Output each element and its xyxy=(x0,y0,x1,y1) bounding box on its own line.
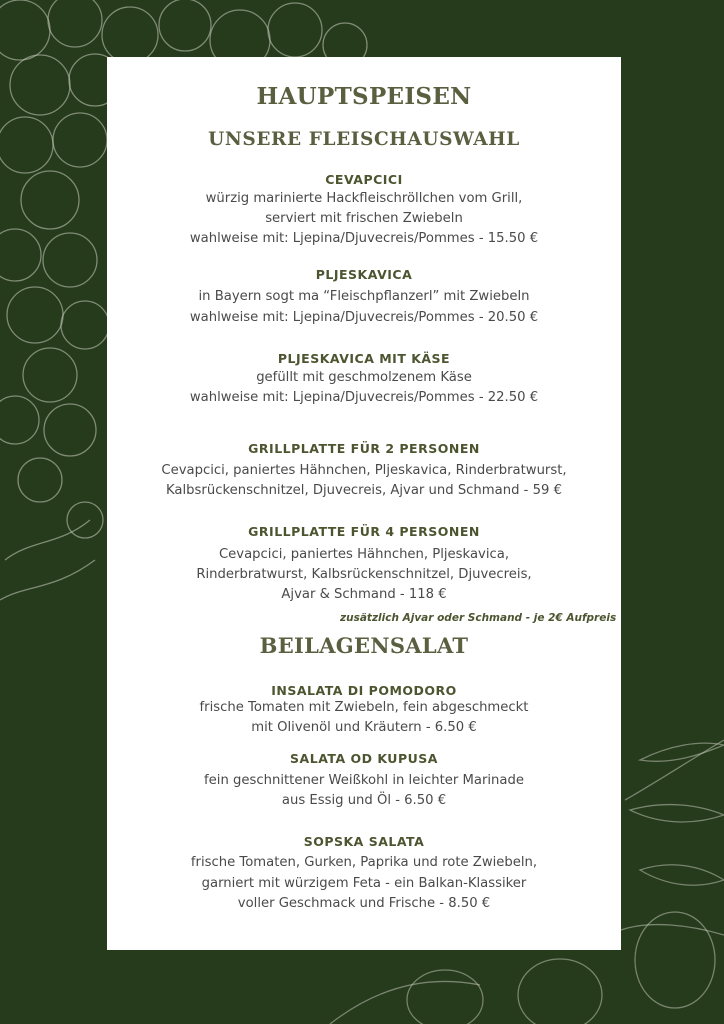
salad-name: SOPSKA SALATA xyxy=(303,834,425,849)
dish-price-line: wahlweise mit: Ljepina/Djuvecreis/Pommes - 20.50 € xyxy=(189,310,539,325)
salad-price-line: aus Essig und Öl - 6.50 € xyxy=(281,793,447,808)
salad-name: INSALATA DI POMODORO xyxy=(271,683,457,698)
dish-description: serviert mit frischen Zwiebeln xyxy=(265,211,463,226)
menu-title: HAUPTSPEISEN xyxy=(256,83,472,110)
salad-section-title: BEILAGENSALAT xyxy=(259,633,469,658)
dish-description: würzig marinierte Hackfleischröllchen vom Grill, xyxy=(205,191,523,206)
salad-description: garniert mit würzigem Feta - ein Balkan-Klassiker xyxy=(201,876,527,891)
dish-description: gefüllt mit geschmolzenem Käse xyxy=(256,370,472,385)
dish-description: Cevapcici, paniertes Hähnchen, Pljeskavica, xyxy=(218,547,510,562)
menu-card xyxy=(107,57,621,950)
dish-price-line: wahlweise mit: Ljepina/Djuvecreis/Pommes - 22.50 € xyxy=(189,390,539,405)
dish-price-line: wahlweise mit: Ljepina/Djuvecreis/Pommes - 15.50 € xyxy=(189,231,539,246)
dish-description: Rinderbratwurst, Kalbsrückenschnitzel, Djuvecreis, xyxy=(196,567,532,582)
meat-selection-subtitle: UNSERE FLEISCHAUSWAHL xyxy=(208,129,520,150)
dish-name: CEVAPCICI xyxy=(325,172,403,187)
salad-description: frische Tomaten, Gurken, Paprika und rote Zwiebeln, xyxy=(190,855,538,870)
salad-description: fein geschnittener Weißkohl in leichter Marinade xyxy=(204,773,524,788)
dish-name: PLJESKAVICA xyxy=(315,267,413,282)
dish-description: Cevapcici, paniertes Hähnchen, Pljeskavica, Rinderbratwurst, xyxy=(161,463,567,478)
surcharge-note: zusätzlich Ajvar oder Schmand - je 2€ Aufpreis xyxy=(340,612,617,624)
dish-price-line: Ajvar & Schmand - 118 € xyxy=(281,587,447,602)
dish-price-line: Kalbsrückenschnitzel, Djuvecreis, Ajvar und Schmand - 59 € xyxy=(166,483,562,498)
dish-name: PLJESKAVICA MIT KÄSE xyxy=(277,351,451,366)
salad-price-line: voller Geschmack und Frische - 8.50 € xyxy=(237,896,491,911)
salad-name: SALATA OD KUPUSA xyxy=(290,751,438,766)
dish-name: GRILLPLATTE FÜR 2 PERSONEN xyxy=(248,441,480,456)
dish-description: in Bayern sogt ma “Fleischpflanzerl” mit Zwiebeln xyxy=(198,289,530,304)
dish-name: GRILLPLATTE FÜR 4 PERSONEN xyxy=(248,524,480,539)
salad-price-line: mit Olivenöl und Kräutern - 6.50 € xyxy=(251,720,477,735)
salad-description: frische Tomaten mit Zwiebeln, fein abgeschmeckt xyxy=(199,700,529,715)
